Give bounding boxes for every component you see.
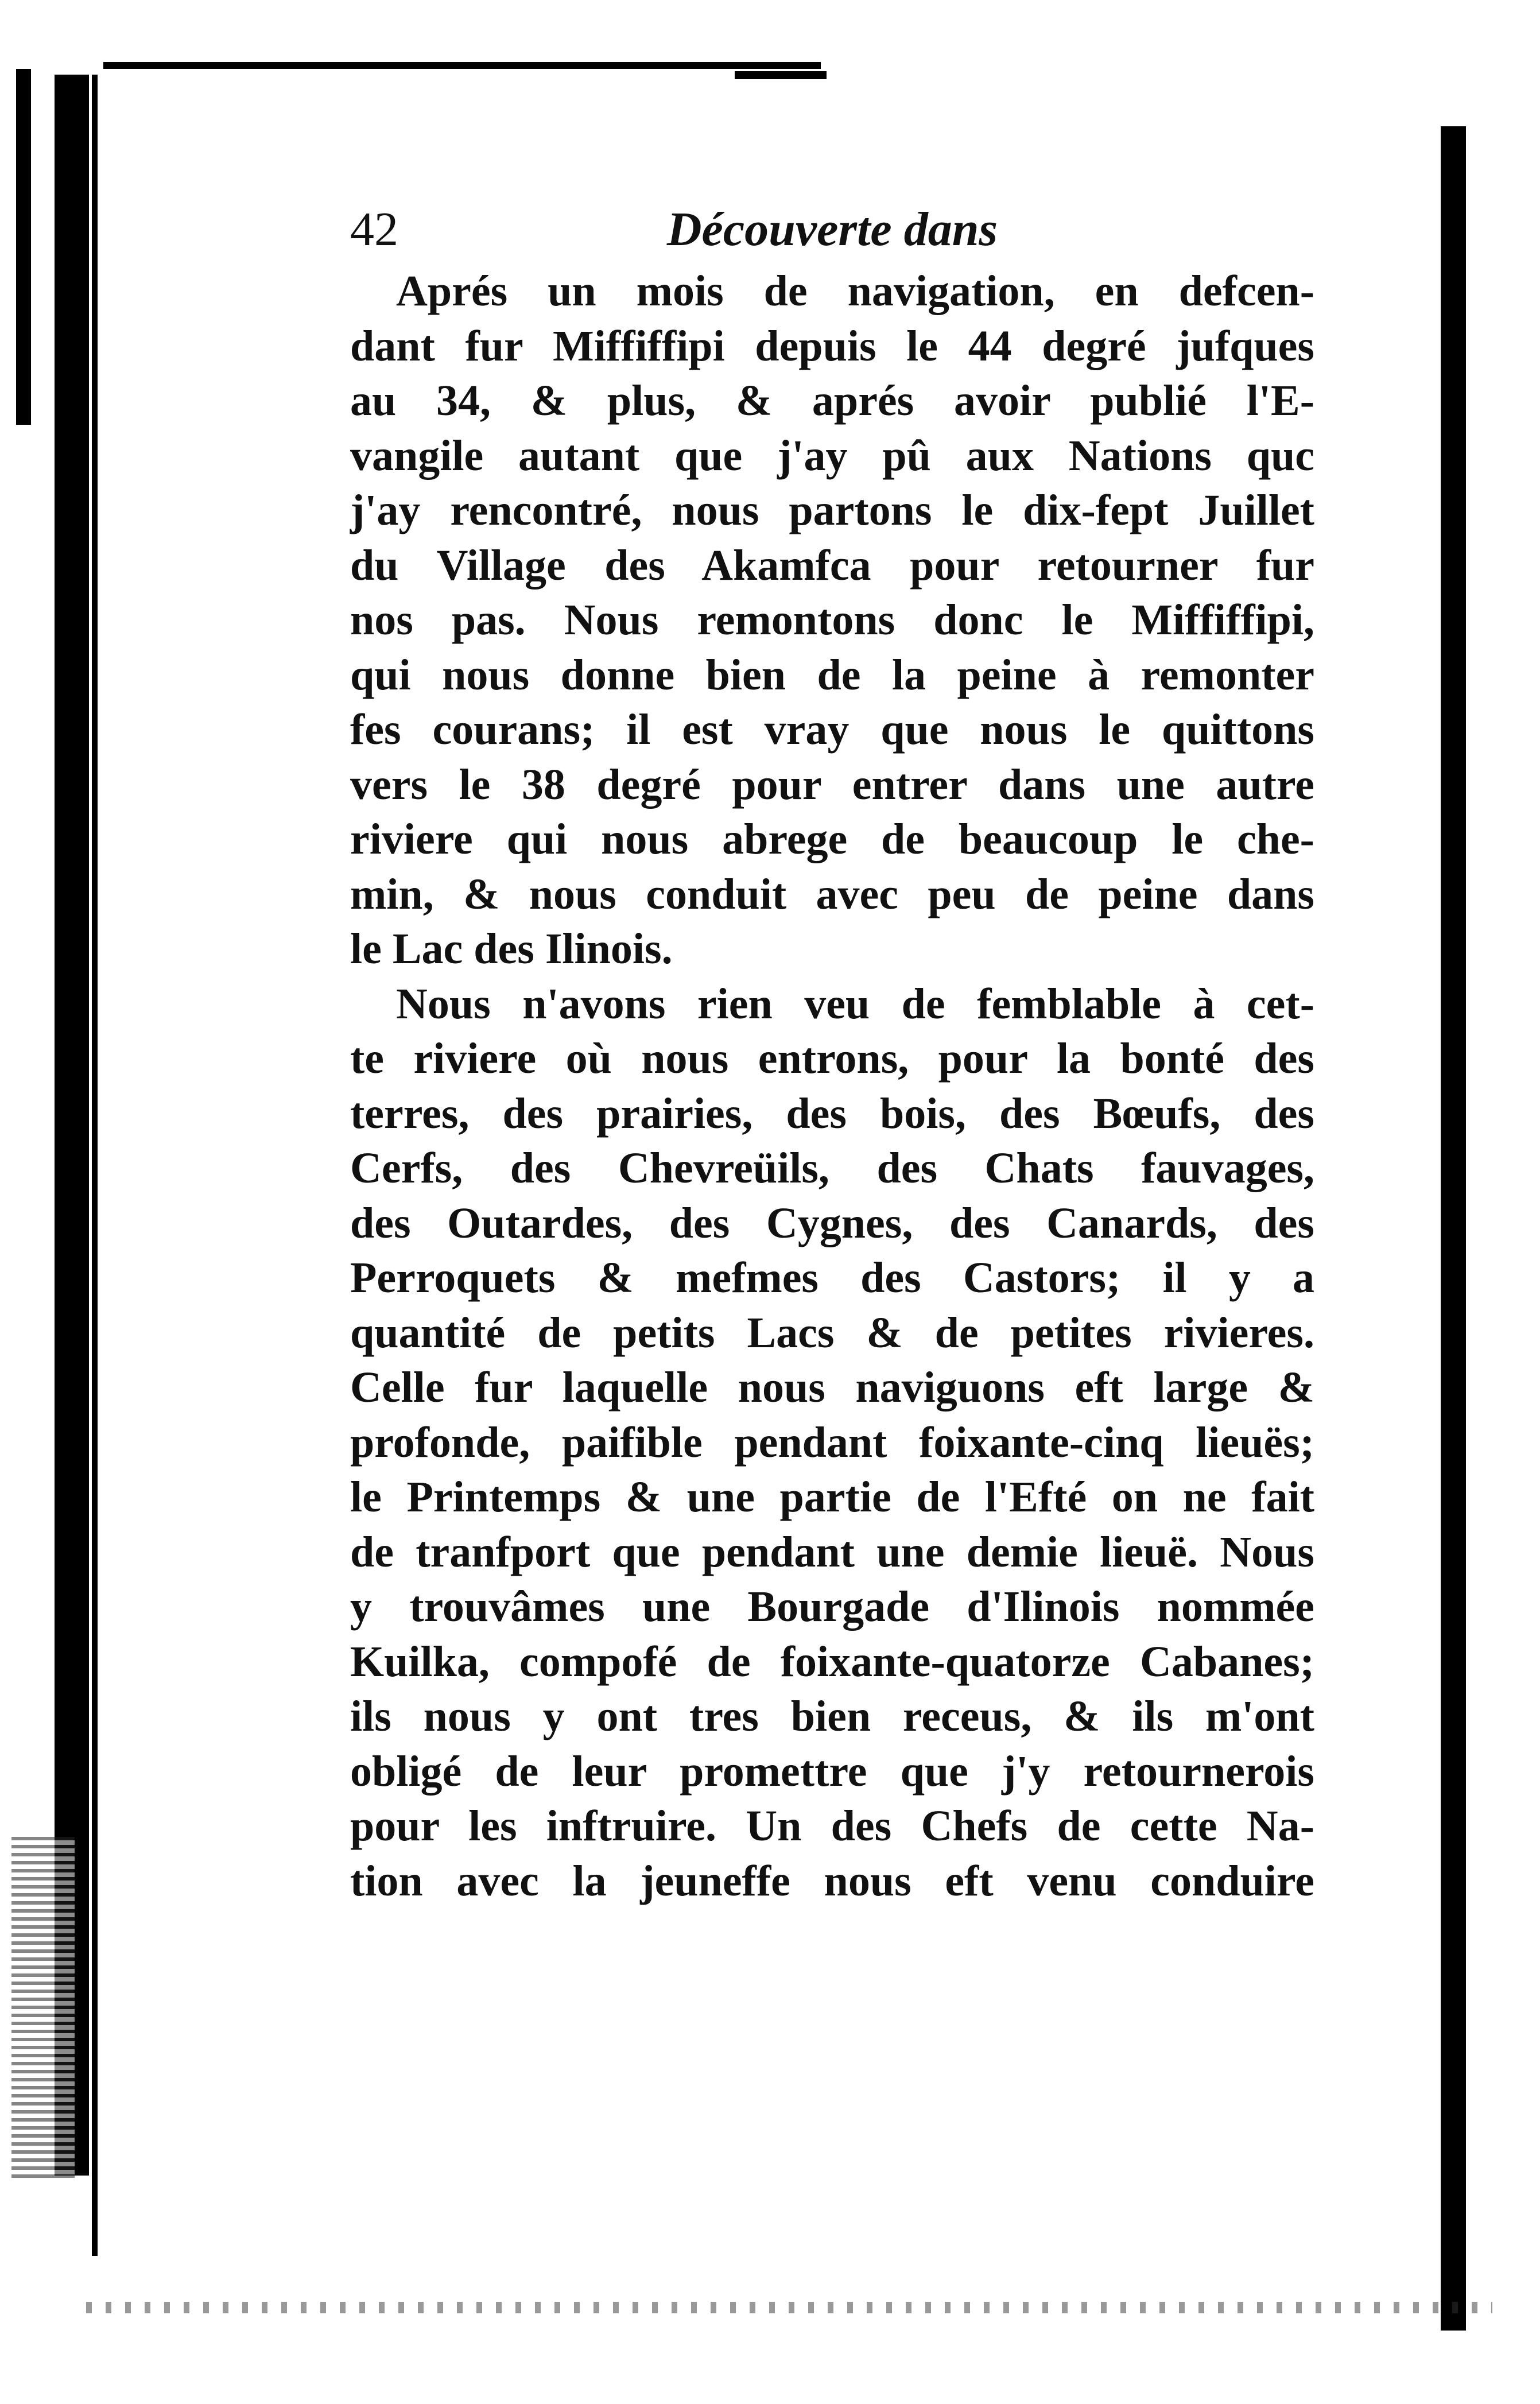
text-line: j'ay rencontré, nous partons le dix-fept Juillet — [350, 486, 1314, 534]
text-line: au 34, & plus, & aprés avoir publié l'E- — [350, 377, 1314, 425]
text-line: le Printemps & une partie de l'Efté on ne fait — [350, 1473, 1314, 1521]
text-line: Perroquets & mefmes des Castors; il y a — [350, 1254, 1314, 1302]
text-line: fes courans; il est vray que nous le quittons — [350, 705, 1314, 754]
top-page-edge-fragment — [735, 71, 827, 79]
right-page-edge — [1441, 126, 1466, 2331]
scan-noise — [11, 1837, 75, 2181]
page-number: 42 — [350, 203, 398, 256]
text-line: pour les inftruire. Un des Chefs de cette Na- — [350, 1802, 1314, 1850]
text-line: vers le 38 degré pour entrer dans une autre — [350, 760, 1314, 809]
page-header — [350, 195, 1314, 264]
text-line: profonde, paifible pendant foixante-cinq lieuës; — [350, 1418, 1314, 1467]
text-line: ils nous y ont tres bien receus, & ils m'ont — [350, 1692, 1314, 1740]
paragraph — [350, 977, 1314, 1909]
text-line: riviere qui nous abrege de beaucoup le che- — [350, 815, 1314, 863]
text-line: qui nous donne bien de la peine à remonter — [350, 650, 1314, 699]
paragraph — [350, 264, 1314, 977]
book-page — [350, 195, 1314, 1909]
top-page-edge — [103, 62, 821, 69]
text-line: min, & nous conduit avec peu de peine dans — [350, 870, 1314, 918]
text-line: dant fur Miffiffipi depuis le 44 degré jufques — [350, 321, 1314, 370]
text-line: quantité de petits Lacs & de petites rivieres. — [350, 1308, 1314, 1357]
bottom-page-edge — [86, 2302, 1492, 2313]
scan-edge-shadow — [16, 69, 31, 425]
text-line: te riviere où nous entrons, pour la bonté des — [350, 1034, 1314, 1083]
running-title: Découverte dans — [666, 203, 998, 256]
text-line: le Lac des Ilinois. — [350, 925, 673, 973]
body-text — [350, 264, 1314, 1909]
text-line: du Village des Akamfca pour retourner fur — [350, 541, 1314, 590]
text-line: Aprés un mois de navigation, en defcen- — [396, 267, 1314, 315]
text-line: Cerfs, des Chevreüils, des Chats fauvages, — [350, 1144, 1314, 1192]
paragraph-container — [350, 264, 1314, 1909]
text-line: de tranfport que pendant une demie lieuë. Nous — [350, 1527, 1314, 1576]
text-line: y trouvâmes une Bourgade d'Ilinois nommée — [350, 1583, 1314, 1631]
text-line: Kuilka, compofé de foixante-quatorze Cabanes; — [350, 1637, 1314, 1686]
page-gutter-line — [92, 75, 98, 2256]
text-line: Nous n'avons rien veu de femblable à cet- — [396, 979, 1314, 1028]
text-line: Celle fur laquelle nous naviguons eft large & — [350, 1363, 1314, 1412]
text-line: obligé de leur promettre que j'y retournerois — [350, 1747, 1314, 1796]
text-line: tion avec la jeuneffe nous eft venu conduire — [350, 1856, 1314, 1905]
text-line: nos pas. Nous remontons donc le Miffiffipi, — [350, 596, 1314, 644]
text-line: terres, des prairies, des bois, des Bœufs, des — [350, 1089, 1314, 1138]
text-line: vangile autant que j'ay pû aux Nations quc — [350, 431, 1314, 480]
text-line: des Outardes, des Cygnes, des Canards, des — [350, 1199, 1314, 1247]
